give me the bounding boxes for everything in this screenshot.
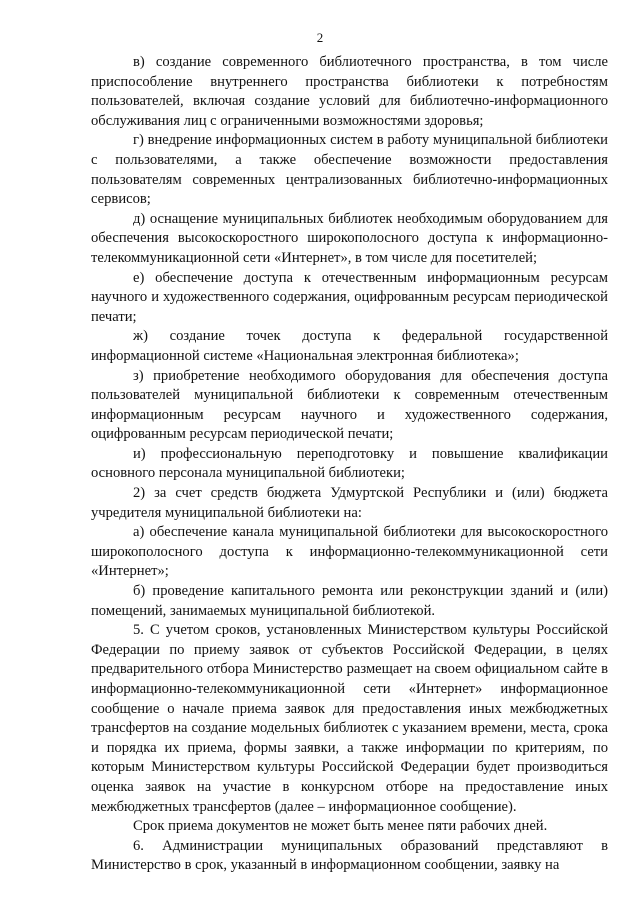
paragraph-item-zh: ж) создание точек доступа к федеральной государственной информационной системе «Национальная электронная библиотека»; — [91, 328, 608, 364]
paragraph-subsection-2: 2) за счет средств бюджета Удмуртской Республики и (или) бюджета учредителя муниципальной библиотеки на: — [91, 485, 608, 521]
paragraph-item-e: е) обеспечение доступа к отечественным информационным ресурсам научного и художественного содержания, оцифрованным ресурсам периодической печати; — [91, 269, 608, 325]
document-body — [91, 53, 608, 876]
paragraph-section-6: 6. Администрации муниципальных образований представляют в Министерство в срок, указанный в информационном сообщении, заявку на — [91, 837, 608, 874]
paragraph-item-z: з) приобретение необходимого оборудования для обеспечения доступа пользователей муниципальной библиотеки к современным отечественным информационным ресурсам научного и художественного содержания, оцифрованным ресурсам периодической печати; — [91, 367, 608, 443]
paragraph-section-5: 5. С учетом сроков, установленных Министерством культуры Российской Федерации по приему заявок от субъектов Российской Федерации, в целях предварительного отбора Министерство размещает на своем официальном сайте в информационно-телекоммуникационной сети «Интернет» информационное сообщение о начале приема заявок для предоставления иных межбюджетных трансфертов на создание модельных библиотек с указанием времени, места, срока и порядка их приема, формы заявки, а также информации по критериям, по которым Министерством культуры Российской Федерации будет производиться оценка заявок на участие в конкурсном отборе на предоставление иных межбюджетных трансфертов (далее – информационное сообщение). — [91, 622, 608, 815]
paragraph-item-a: а) обеспечение канала муниципальной библиотеки для высокоскоростного широкополосного доступа к информационно-телекоммуникационной сети «Интернет»; — [91, 524, 608, 580]
paragraph-item-v: в) создание современного библиотечного пространства, в том числе приспособление внутреннего пространства библиотеки к потребностям пользователей, включая создание условий для библиотечно-информационного обслуживания лиц с ограниченными возможностями здоровья; — [91, 54, 608, 129]
paragraph-deadline-note: Срок приема документов не может быть менее пяти рабочих дней. — [133, 818, 548, 835]
paragraph-item-b: б) проведение капитального ремонта или реконструкции зданий и (или) помещений, занимаемых муниципальной библиотекой. — [91, 583, 608, 619]
paragraph-item-g: г) внедрение информационных систем в работу муниципальной библиотеки с пользователями, а также обеспечение возможности предоставления пользователям современных централизованных библиотечно-информационных сервисов; — [91, 132, 608, 208]
paragraph-item-i: и) профессиональную переподготовку и повышение квалификации основного персонала муниципальной библиотеки; — [91, 445, 608, 482]
paragraph-item-d: д) оснащение муниципальных библиотек необходимым оборудованием для обеспечения высокоскоростного широкополосного доступа к информационно-телекоммуникационной сети «Интернет», в том числе для посетителей; — [91, 210, 608, 266]
page-number: 2 — [316, 30, 324, 45]
